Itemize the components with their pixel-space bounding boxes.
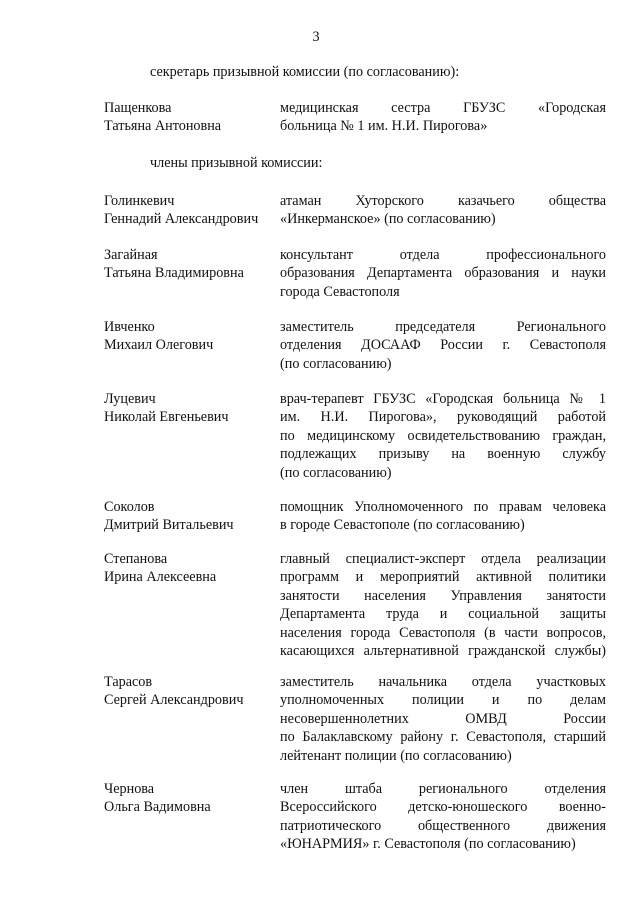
person-description (280, 318, 606, 373)
description-line: подлежащих призыву на военную службу (280, 446, 606, 463)
description-line: консультант отдела профессионального (280, 247, 606, 263)
person-name (104, 673, 274, 710)
description-line: программ и мероприятий активной политики (280, 569, 606, 586)
description-line: «Инкерманское» (по согласованию) (280, 211, 496, 228)
person-description (280, 780, 606, 854)
person-surname: Пащенкова (104, 100, 172, 116)
person-given-names: Татьяна Антоновна (104, 118, 222, 135)
description-line: несовершеннолетних ОМВД России (280, 710, 606, 727)
description-line: (по согласованию) (280, 355, 392, 372)
person-surname: Загайная (104, 247, 158, 263)
person-surname: Соколов (104, 499, 155, 515)
person-name (104, 318, 274, 355)
person-given-names: Ольга Вадимовна (104, 799, 211, 816)
person-given-names: Сергей Александрович (104, 692, 244, 709)
description-line: (по согласованию) (280, 464, 392, 481)
person-given-names: Дмитрий Витальевич (104, 517, 234, 534)
description-line: заместитель председателя Регионального (280, 319, 606, 335)
person-surname: Голинкевич (104, 193, 175, 209)
description-line: больница № 1 им. Н.И. Пирогова» (280, 118, 488, 135)
description-line: Департамента труда и социальной защиты (280, 606, 606, 623)
description-line: «ЮНАРМИЯ» г. Севастополя (по согласованию) (280, 836, 576, 853)
description-line: образования Департамента образования и науки (280, 265, 606, 282)
description-line: по медицинскому освидетельствованию граждан, (280, 427, 606, 444)
description-line: лейтенант полиции (по согласованию) (280, 747, 512, 764)
person-given-names: Михаил Олегович (104, 337, 214, 354)
description-line: атаман Хуторского казачьего общества (280, 193, 606, 209)
person-given-names: Николай Евгеньевич (104, 409, 229, 426)
person-surname: Ивченко (104, 319, 155, 335)
person-description (280, 99, 606, 136)
description-line: им. Н.И. Пирогова», руководящий работой (280, 409, 606, 426)
description-line: уполномоченных полиции и по делам (280, 692, 606, 709)
person-given-names: Геннадий Александрович (104, 211, 259, 228)
person-name (104, 780, 274, 817)
person-name (104, 550, 274, 587)
person-given-names: Ирина Алексеевна (104, 569, 217, 586)
description-line: патриотического общественного движения (280, 817, 606, 834)
description-line: отделения ДОСААФ России г. Севастополя (280, 337, 606, 354)
person-description (280, 673, 606, 765)
person-surname: Тарасов (104, 674, 153, 690)
person-name (104, 390, 274, 427)
person-name (104, 99, 274, 136)
description-line: Всероссийского детско-юношеского военно- (280, 799, 606, 816)
description-line: врач-терапевт ГБУЗС «Городская больница № 1 (280, 391, 606, 407)
description-line: заместитель начальника отдела участковых (280, 674, 606, 690)
members-heading: члены призывной комиссии: (150, 155, 323, 171)
person-surname: Луцевич (104, 391, 156, 407)
description-line: главный специалист-эксперт отдела реализации (280, 551, 606, 567)
person-name (104, 192, 274, 229)
description-line: член штаба регионального отделения (280, 781, 606, 797)
person-given-names: Татьяна Владимировна (104, 265, 244, 282)
person-surname: Степанова (104, 551, 168, 567)
secretary-heading: секретарь призывной комиссии (по согласованию): (150, 64, 460, 80)
person-description (280, 246, 606, 301)
person-name (104, 498, 274, 535)
description-line: по Балаклавскому району г. Севастополя, старший (280, 729, 606, 746)
description-line: в городе Севастополе (по согласованию) (280, 517, 525, 534)
description-line: помощник Уполномоченного по правам человека (280, 499, 606, 515)
person-name (104, 246, 274, 283)
person-description (280, 550, 606, 660)
description-line: медицинская сестра ГБУЗС «Городская (280, 100, 606, 116)
page-number: 3 (312, 29, 320, 45)
description-line: касающихся альтернативной гражданской службы) (280, 642, 606, 659)
description-line: города Севастополя (280, 283, 400, 300)
person-description (280, 192, 606, 229)
description-line: занятости населения Управления занятости (280, 587, 606, 604)
person-description (280, 498, 606, 535)
person-surname: Чернова (104, 781, 155, 797)
person-description (280, 390, 606, 482)
description-line: населения города Севастополя (в части вопросов, (280, 624, 606, 641)
